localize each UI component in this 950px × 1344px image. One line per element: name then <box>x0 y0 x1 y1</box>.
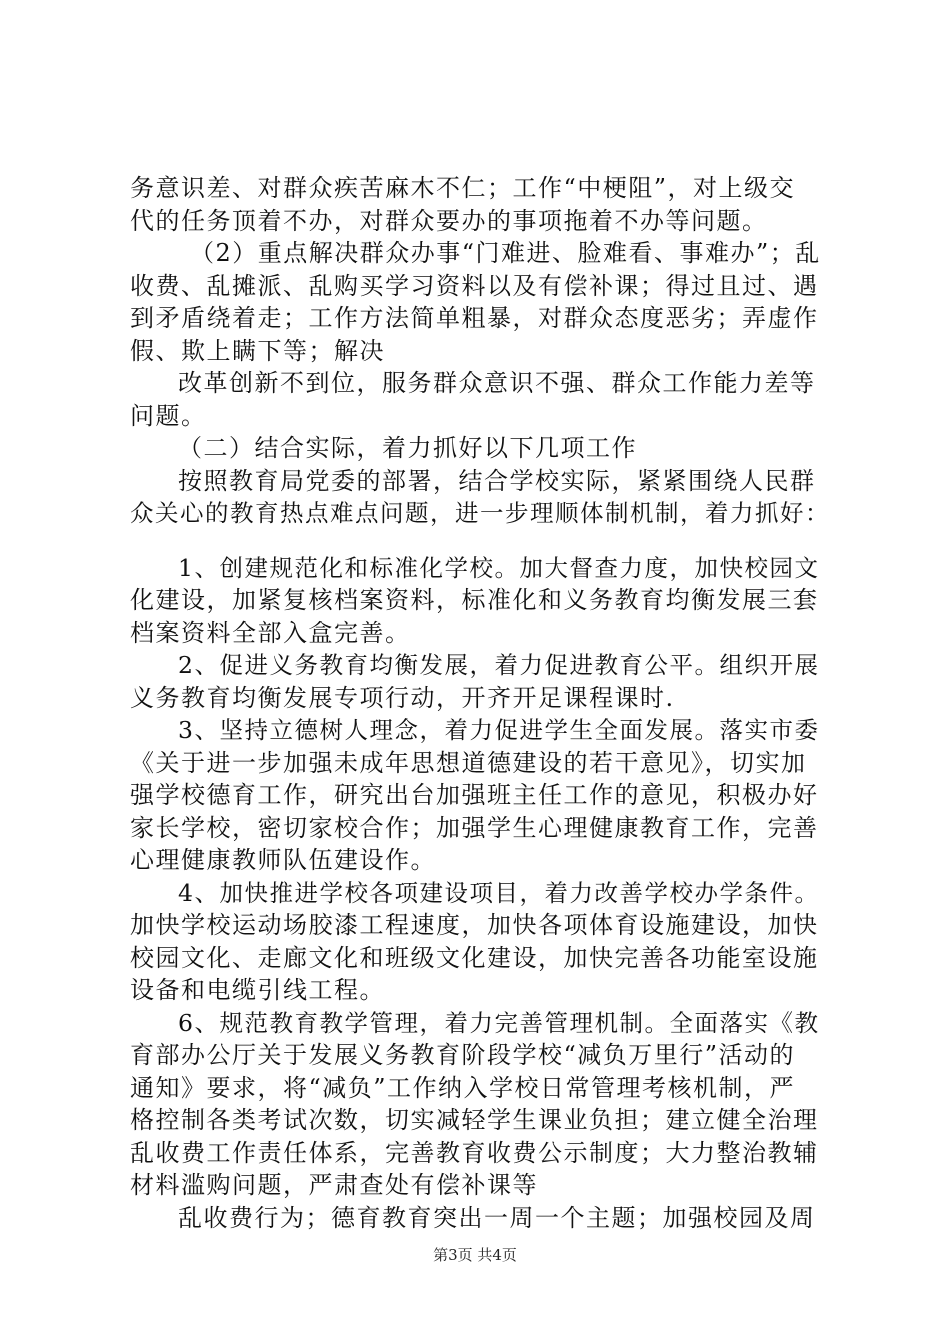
text-line: 乱收费行为；德育教育突出一周一个主题；加强校园及周 <box>178 1203 816 1232</box>
text-line: 到矛盾绕着走；工作方法简单粗暴，对群众态度恶劣；弄虚作 <box>130 304 819 332</box>
text-line: 众关心的教育热点难点问题，进一步理顺体制机制，着力抓好： <box>130 499 830 527</box>
text-line: 4、加快推进学校各项建设项目，着力改善学校办学条件。 <box>178 878 820 907</box>
text-line: 材料滥购问题，严肃查处有偿补课等 <box>130 1171 538 1199</box>
text-line: 档案资料全部入盒完善。 <box>130 618 411 647</box>
text-line: 设备和电缆引线工程。 <box>130 976 385 1004</box>
text-line: 心理健康教师队伍建设作。 <box>130 846 436 874</box>
text-line: 乱收费工作责任体系，完善教育收费公示制度；大力整治教辅 <box>130 1138 819 1167</box>
text-line: 校园文化、走廊文化和班级文化建设，加快完善各功能室设施 <box>130 943 819 972</box>
text-line: 义务教育均衡发展专项行动，开齐开足课程课时. <box>130 683 675 712</box>
text-line: 《关于进一步加强未成年思想道德建设的若干意见》，切实加 <box>130 748 807 777</box>
text-line: 育部办公厅关于发展义务教育阶段学校“减负万里行”活动的 <box>130 1041 796 1069</box>
text-line: 强学校德育工作，研究出台加强班主任工作的意见，积极办好 <box>130 781 819 809</box>
text-line: 假、欺上瞒下等；解决 <box>130 336 385 365</box>
text-line: 2、促进义务教育均衡发展，着力促进教育公平。组织开展 <box>178 651 820 679</box>
text-line: 格控制各类考试次数，切实减轻学生课业负担；建立健全治理 <box>130 1106 819 1134</box>
text-line: 务意识差、对群众疾苦麻木不仁；工作“中梗阻”，对上级交 <box>130 174 796 202</box>
section-heading: （二）结合实际，着力抓好以下几项工作 <box>178 434 637 462</box>
text-line: （2）重点解决群众办事“门难进、脸难看、事难办”；乱 <box>190 239 821 267</box>
text-line: 3、坚持立德树人理念，着力促进学生全面发展。落实市委 <box>178 716 820 744</box>
document-body <box>130 172 830 1234</box>
page-footer: 第3页 共4页 <box>433 1246 517 1264</box>
text-line: 按照教育局党委的部署，结合学校实际，紧紧围绕人民群 <box>178 466 816 495</box>
text-line: 问题。 <box>130 401 207 430</box>
text-line: 化建设，加紧复核档案资料，标准化和义务教育均衡发展三套 <box>130 586 819 614</box>
text-line: 代的任务顶着不办，对群众要办的事项拖着不办等问题。 <box>130 206 768 235</box>
text-line: 1、创建规范化和标准化学校。加大督查力度，加快校园文 <box>178 553 820 582</box>
text-line: 收费、乱摊派、乱购买学习资料以及有偿补课；得过且过、遇 <box>130 271 819 300</box>
text-line: 6、规范教育教学管理，着力完善管理机制。全面落实《教 <box>178 1008 820 1037</box>
text-line: 通知》要求，将“减负”工作纳入学校日常管理考核机制，严 <box>130 1073 796 1102</box>
text-line: 改革创新不到位，服务群众意识不强、群众工作能力差等 <box>178 369 816 397</box>
text-line: 加快学校运动场胶漆工程速度，加快各项体育设施建设，加快 <box>130 911 819 939</box>
paragraph-gap <box>130 530 830 552</box>
text-line: 家长学校，密切家校合作；加强学生心理健康教育工作，完善 <box>130 813 819 842</box>
